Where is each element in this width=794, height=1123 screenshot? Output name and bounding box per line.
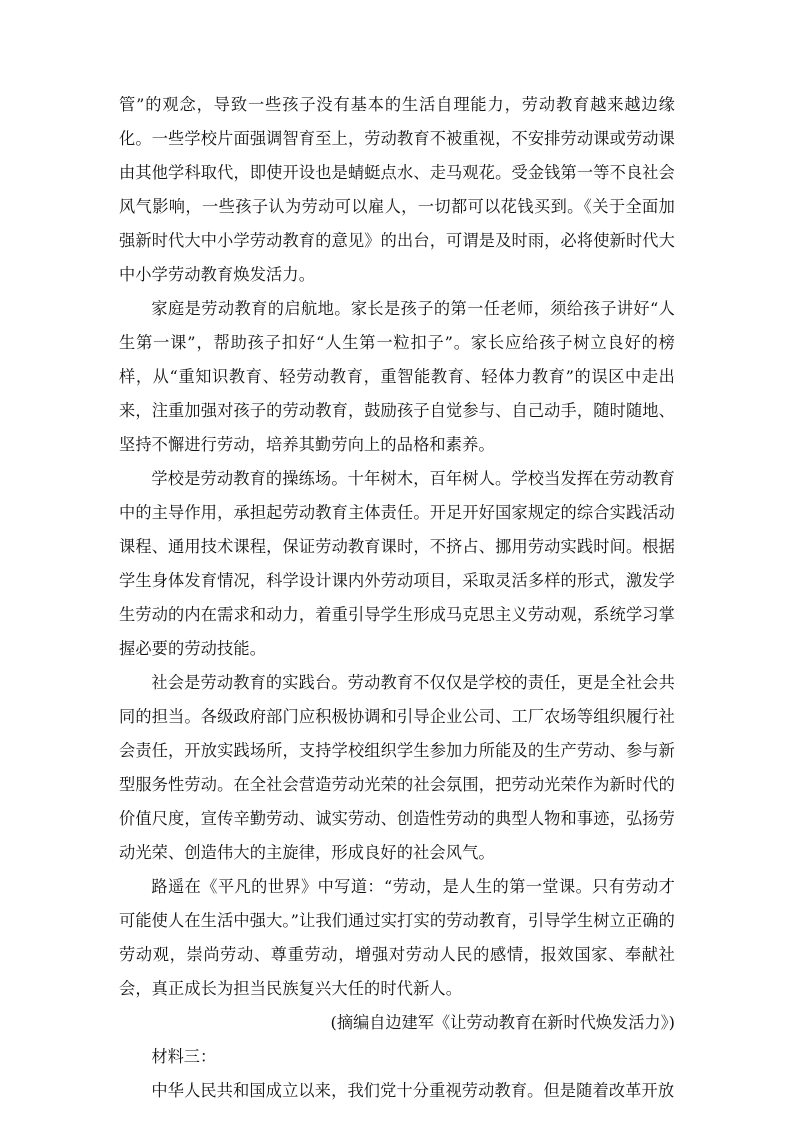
material-heading: 材料三： bbox=[151, 1047, 217, 1066]
paragraph-conclusion: 路遥在《平凡的世界》中写道：“劳动，是人生的第一堂课。只有劳动才可能使人在生活中强大。”让我们通过实打实的劳动教育，引导学生树立正确的劳动观，崇尚劳动、尊重劳动，增强对劳动人民的感情，报效国家、奉献社会，真正成长为担当民族复兴大任的时代新人。 bbox=[119, 877, 675, 998]
paragraph-school: 学校是劳动教育的操练场。十年树木，百年树人。学校当发挥在劳动教育中的主导作用，承担起劳动教育主体责任。开足开好国家规定的综合实践活动课程、通用技术课程，保证劳动教育课时，不挤占、挪用劳动实践时间。根据学生身体发育情况，科学设计课内外劳动项目，采取灵活多样的形式，激发学生劳动的内在需求和动力，着重引导学生形成马克思主义劳动观，系统学习掌握必要的劳动技能。 bbox=[119, 469, 675, 658]
document-page bbox=[119, 88, 675, 1108]
paragraph-family: 家庭是劳动教育的启航地。家长是孩子的第一任老师，须给孩子讲好“人生第一课”，帮助孩子扣好“人生第一粒扣子”。家长应给孩子树立良好的榜样，从“重知识教育、轻劳动教育，重智能教育、轻体力教育”的误区中走出来，注重加强对孩子的劳动教育，鼓励孩子自觉参与、自己动手，随时随地、坚持不懈进行劳动，培养其勤劳向上的品格和素养。 bbox=[119, 299, 675, 454]
paragraph-material-three: 中华人民共和国成立以来，我们党十分重视劳动教育。但是随着改革开放 bbox=[151, 1081, 675, 1100]
paragraph-society: 社会是劳动教育的实践台。劳动教育不仅仅是学校的责任，更是全社会共同的担当。各级政府部门应积极协调和引导企业公司、工厂农场等组织履行社会责任，开放实践场所，支持学校组织学生参加力所能及的生产劳动、参与新型服务性劳动。在全社会营造劳动光荣的社会氛围，把劳动光荣作为新时代的价值尺度，宣传辛勤劳动、诚实劳动、创造性劳动的典型人物和事迹，弘扬劳动光荣、创造伟大的主旋律，形成良好的社会风气。 bbox=[119, 673, 675, 862]
paragraph-continuation: 管”的观念，导致一些孩子没有基本的生活自理能力，劳动教育越来越边缘化。一些学校片面强调智育至上，劳动教育不被重视，不安排劳动课或劳动课由其他学科取代，即使开设也是蜻蜓点水、走马观花。受金钱第一等不良社会风气影响，一些孩子认为劳动可以雇人，一切都可以花钱买到。《关于全面加强新时代大中小学劳动教育的意见》的出台，可谓是及时雨，必将使新时代大中小学劳动教育焕发活力。 bbox=[119, 95, 675, 284]
source-citation: (摘编自边建军《让劳动教育在新时代焕发活力》) bbox=[330, 1013, 675, 1032]
